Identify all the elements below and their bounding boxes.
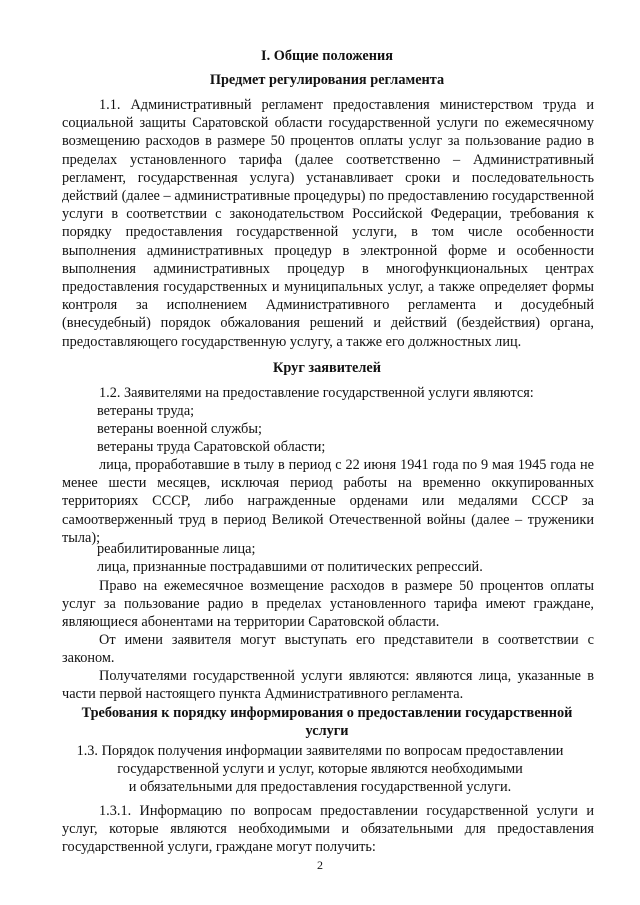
list-item: лица, признанные пострадавшими от политических репрессий.	[97, 559, 483, 575]
list-item: ветераны военной службы;	[97, 421, 262, 437]
paragraph-home-front-workers: лица, проработавшие в тылу в период с 22 июня 1941 года по 9 мая 1945 года не менее шести месяцев, исключая период работы на временно оккупированных территориях СССР, либо награжденные орденами или медалями СССР за самоотверженный труд в период Великой Отечественной войны (далее – труженики тыла);	[62, 457, 594, 546]
paragraph-1-3-line: и обязательными для предоставления государственной услуги.	[128, 779, 512, 795]
list-item: ветераны труда Саратовской области;	[97, 439, 326, 455]
paragraph-1-3-line: государственной услуги и услуг, которые являются необходимыми	[117, 761, 523, 777]
page-number: 2	[317, 858, 323, 872]
paragraph-1-3-1: 1.3.1. Информацию по вопросам предоставлении государственной услуги и услуг, которые являются необходимыми и обязательными для предоставления государственной услуги, граждане могут получить:	[62, 803, 594, 856]
list-item: ветераны труда;	[97, 403, 195, 419]
list-item: реабилитированные лица;	[97, 541, 256, 557]
paragraph-1-3-line: 1.3. Порядок получения информации заявителями по вопросам предоставлении	[76, 743, 564, 759]
subsection-title-subject: Предмет регулирования регламента	[209, 72, 445, 88]
subsection-title-informing: Требования к порядку информирования о предоставлении государственной услуги	[81, 705, 573, 740]
paragraph-1-1: 1.1. Административный регламент предоставления министерством труда и социальной защиты Саратовской области государственной услуги по ежемесячному возмещению расходов в размере 50 процентов оплаты услуг за пользование радио в пределах установленного тарифа (далее соответственно – Административный регламент, государственная услуга) устанавливает сроки и последовательность действий (далее – административные процедуры) по предоставлению государственной услуги в соответствии с законодательством Российской Федерации, требования к порядку предоставления государственной услуги, в том числе особенности выполнения административных процедур в электронной форме и особенности выполнения административных процедур в многофункциональных центрах предоставления государственных и муниципальных услуг, а также определяет формы контроля за исполнением Административного регламента и досудебный (внесудебный) порядок обжалования решений и действий (бездействия) органа, предоставляющего государственную услугу, а также его должностных лиц.	[62, 97, 594, 350]
paragraph-right-to-compensation: Право на ежемесячное возмещение расходов в размере 50 процентов оплаты услуг за пользование радио в пределах установленного тарифа имеют граждане, являющиеся абонентами на территории Саратовской области.	[62, 578, 594, 631]
paragraph-representatives: От имени заявителя могут выступать его представители в соответствии с законом.	[62, 632, 594, 667]
paragraph-recipients: Получателями государственной услуги являются: являются лица, указанные в части первой настоящего пункта Административного регламента.	[62, 668, 594, 703]
paragraph-1-2: 1.2. Заявителями на предоставление государственной услуги являются:	[99, 385, 534, 401]
subsection-title-applicants: Круг заявителей	[273, 360, 381, 376]
section-title: I. Общие положения	[261, 48, 393, 64]
